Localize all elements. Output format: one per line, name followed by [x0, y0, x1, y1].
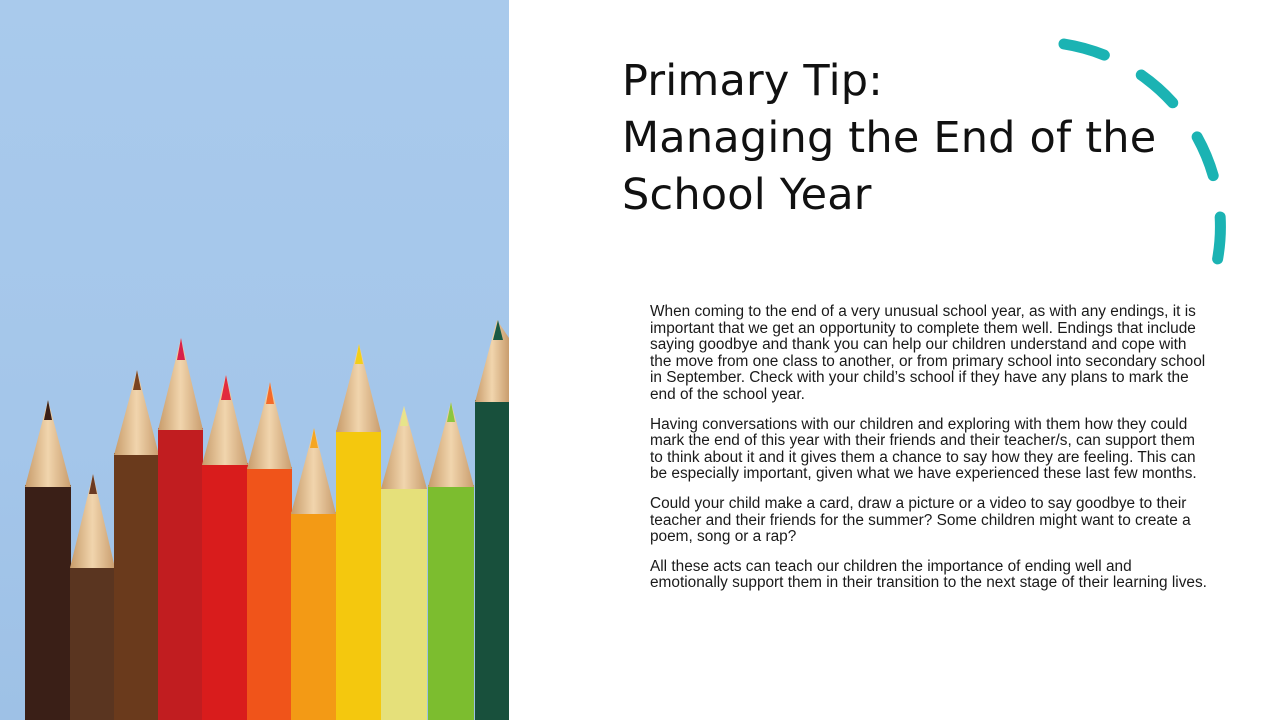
paragraph-4: All these acts can teach our children the importance of ending well and emotionally support them in their transition to the next stage of their learning lives. — [650, 557, 1207, 592]
pencil-pale-yellow — [381, 406, 427, 720]
pencil-light-green — [428, 402, 474, 720]
title-line-1: Primary Tip: — [622, 56, 883, 106]
pencil-sienna — [114, 370, 159, 720]
pencil-red — [202, 375, 248, 720]
pencils-photo — [0, 0, 509, 720]
pencil-red-orange — [247, 382, 292, 720]
body-text — [650, 304, 1210, 605]
pencils-illustration — [0, 0, 509, 720]
pencil-yellow — [336, 344, 381, 720]
pencil-dark-brown — [25, 400, 71, 720]
paragraph-3: Could your child make a card, draw a picture or a video to say goodbye to their teacher and their friends for the summer? Some children might want to create a poem, song or a rap? — [650, 494, 1191, 546]
paragraph-1: When coming to the end of a very unusual school year, as with any endings, it is important that we get an opportunity to complete them well. Endings that include saying goodbye and thank you can help our children understand and cope with the move from one class to another, or from primary school into secondary school in September. Check with your child’s school if they have any plans to mark the end of the school year. — [650, 303, 1206, 403]
title-line-2: Managing the End of the — [622, 113, 1157, 163]
pencil-brown — [70, 474, 115, 720]
paragraph-2: Having conversations with our children and exploring with them how they could mark the end of this year with their friends and their teacher/s, can support them to think about it and it gives them a chance to say how they are feeling. This can be especially important, given what we have experienced these last few months. — [650, 415, 1197, 483]
pencil-dark-green — [475, 320, 509, 720]
pencil-crimson — [158, 338, 203, 720]
title-line-3: School Year — [622, 170, 872, 220]
slide-title — [622, 53, 1222, 224]
pencil-orange — [291, 428, 336, 720]
